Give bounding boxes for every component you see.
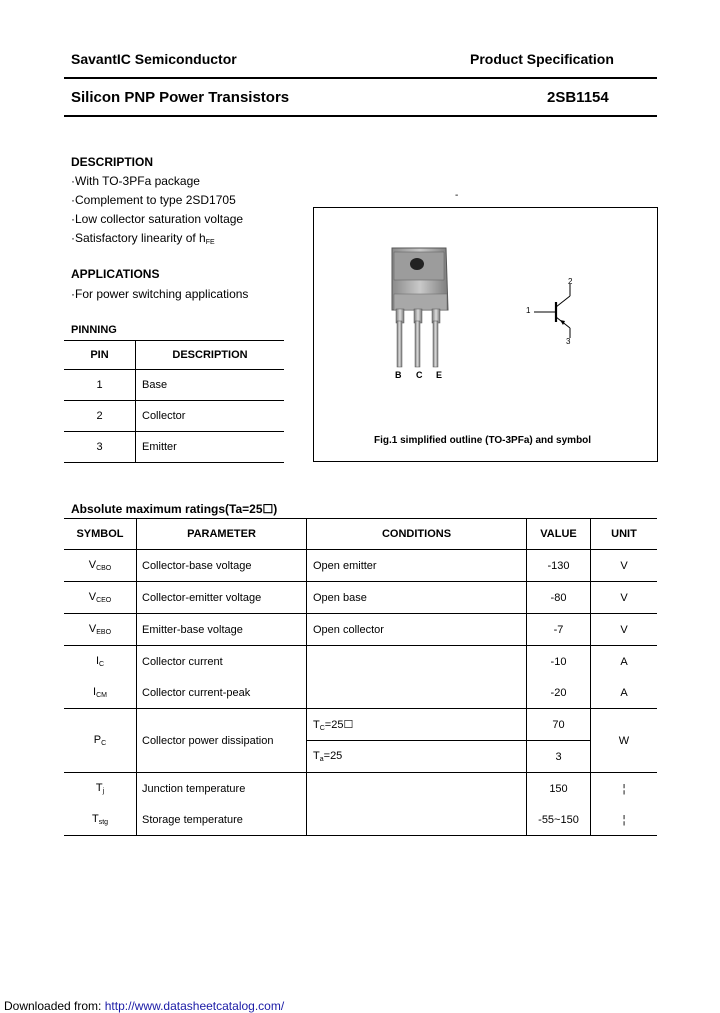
value-cell: -55~150	[527, 804, 591, 836]
condition-cell: Open emitter	[307, 550, 527, 582]
value-cell: 70	[527, 709, 591, 741]
symbol-cell	[64, 582, 137, 614]
table-row	[64, 341, 284, 370]
symbol-text: P	[93, 734, 102, 746]
unit-cell: V	[591, 614, 658, 646]
parameter-cell: Collector-emitter voltage	[137, 582, 307, 614]
description-item: ·With TO-3PFa package	[71, 174, 200, 188]
header-rule-bottom	[64, 115, 657, 117]
value-cell: -130	[527, 550, 591, 582]
parameter-cell: Emitter-base voltage	[137, 614, 307, 646]
cond-sub: a	[319, 756, 324, 763]
figure-top-mark: -	[455, 190, 459, 201]
symbol-cell	[64, 709, 137, 773]
product-line: Silicon PNP Power Transistors	[71, 89, 290, 106]
applications-title: APPLICATIONS	[71, 267, 160, 281]
symbol-cell	[64, 677, 137, 709]
parameter-cell: Junction temperature	[137, 773, 307, 805]
lead-label-c: C	[416, 370, 423, 380]
symbol-sub: C	[99, 661, 105, 668]
table-row	[64, 401, 284, 432]
condition-cell: Open base	[307, 582, 527, 614]
table-row	[64, 582, 657, 614]
pin-number: 3	[64, 432, 136, 463]
pinning-title: PINNING	[71, 324, 117, 336]
pnp-transistor-symbol-icon	[534, 276, 594, 346]
unit-cell: A	[591, 677, 658, 709]
pinning-table	[64, 340, 284, 463]
symbol-cell	[64, 804, 137, 836]
header-rule-top	[64, 77, 657, 79]
symbol-text: T	[95, 782, 103, 794]
symbol-header: SYMBOL	[64, 519, 137, 550]
value-cell: 150	[527, 773, 591, 805]
cond-rest: =25☐	[324, 718, 354, 731]
symbol-sub: CEO	[96, 597, 112, 604]
unit-cell: ¦	[591, 804, 658, 836]
parameter-header: PARAMETER	[137, 519, 307, 550]
lead-label-e: E	[436, 370, 443, 380]
symbol-sub: stg	[98, 819, 109, 826]
parameter-cell: Collector current	[137, 646, 307, 678]
table-row	[64, 773, 657, 805]
unit-cell: A	[620, 655, 628, 668]
company-name: SavantIC Semiconductor	[71, 51, 237, 67]
footer-label: Downloaded from:	[4, 999, 102, 1013]
symbol-text: T	[91, 813, 99, 825]
unit-header: UNIT	[591, 519, 658, 550]
pin-desc: Collector	[142, 410, 186, 422]
symbol-cell	[64, 773, 137, 805]
footer-link[interactable]: http://www.datasheetcatalog.com/	[104, 999, 285, 1013]
symbol-cell	[64, 550, 137, 582]
symbol-sub: CM	[96, 692, 107, 699]
table-row	[64, 550, 657, 582]
conditions-header: CONDITIONS	[307, 519, 527, 550]
symbol-text: V	[88, 559, 97, 571]
description-header: DESCRIPTION	[172, 349, 248, 361]
ratings-table	[64, 518, 657, 836]
description-item: ·Satisfactory linearity of h	[71, 231, 206, 245]
table-row	[64, 432, 284, 463]
value-cell: -80	[527, 582, 591, 614]
parameter-cell: Collector power dissipation	[137, 709, 307, 773]
parameter-cell: Collector-base voltage	[137, 550, 307, 582]
value-cell: -20	[527, 677, 591, 709]
symbol-sub: j	[102, 788, 105, 795]
symbol-pin-1: 1	[526, 306, 531, 315]
applications-item: ·For power switching applications	[71, 287, 249, 301]
symbol-pin-3: 3	[566, 337, 571, 346]
pin-desc: Emitter	[142, 441, 177, 453]
ratings-title: Absolute maximum ratings(Ta=25☐)	[71, 502, 278, 516]
table-row	[64, 519, 657, 550]
part-number: 2SB1154	[547, 89, 609, 106]
symbol-cell	[64, 646, 137, 678]
pin-number: 1	[64, 370, 136, 401]
condition-cell	[307, 741, 527, 773]
pin-number: 2	[64, 401, 136, 432]
symbol-text: I	[93, 686, 97, 698]
symbol-pin-2: 2	[568, 277, 573, 286]
cond-text: T	[313, 718, 320, 731]
symbol-text: V	[88, 623, 97, 635]
table-row	[64, 614, 657, 646]
table-row	[64, 646, 657, 678]
lead-label-b: B	[395, 370, 402, 380]
symbol-cell	[64, 614, 137, 646]
value-cell: 3	[527, 741, 591, 773]
pin-header: PIN	[64, 341, 136, 370]
condition-cell	[307, 646, 527, 709]
cond-sub: C	[319, 724, 325, 732]
symbol-sub: EBO	[96, 629, 112, 636]
symbol-sub: CBO	[96, 565, 112, 572]
parameter-cell: Collector current-peak	[137, 677, 307, 709]
condition-cell: Open collector	[307, 614, 527, 646]
footer	[4, 999, 284, 1013]
unit-cell: V	[591, 550, 658, 582]
description-title: DESCRIPTION	[71, 155, 154, 169]
parameter-cell: Storage temperature	[137, 804, 307, 836]
cond-rest: =25	[323, 750, 343, 762]
table-row	[64, 370, 284, 401]
figure-box	[313, 207, 658, 462]
unit-cell: W	[591, 709, 658, 773]
table-row	[64, 709, 657, 741]
doc-type: Product Specification	[470, 51, 614, 67]
unit-cell: V	[591, 582, 658, 614]
symbol-text: V	[88, 591, 97, 603]
cond-text: T	[313, 750, 320, 762]
description-item: ·Low collector saturation voltage	[71, 212, 244, 226]
condition-cell	[307, 773, 527, 836]
description-item-hfe	[71, 231, 215, 246]
figure-caption: Fig.1 simplified outline (TO-3PFa) and symbol	[374, 435, 592, 446]
unit-cell: ¦	[622, 782, 626, 795]
hfe-subscript: FE	[205, 239, 215, 246]
symbol-text: I	[95, 655, 99, 667]
package-outline-image	[314, 208, 657, 461]
condition-cell	[307, 709, 527, 741]
pin-desc: Base	[142, 379, 168, 391]
value-cell: -7	[527, 614, 591, 646]
description-item: ·Complement to type 2SD1705	[71, 193, 236, 207]
symbol-sub: C	[101, 740, 107, 747]
value-cell: -10	[527, 646, 591, 678]
value-header: VALUE	[527, 519, 591, 550]
